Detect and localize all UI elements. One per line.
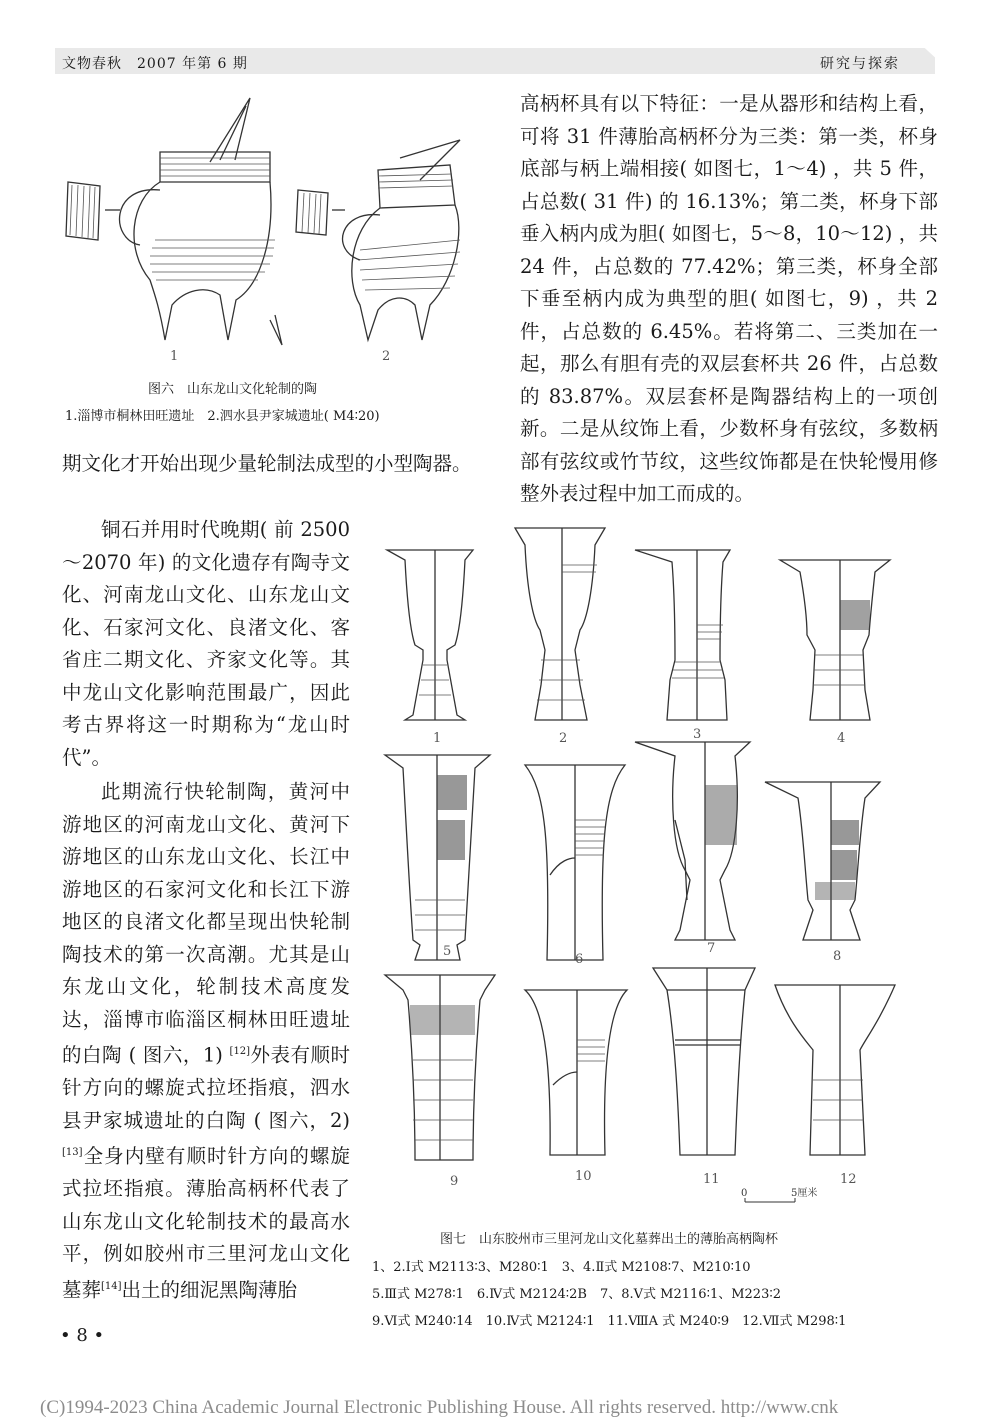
cup-1 [387, 550, 473, 720]
cup-5 [385, 755, 490, 960]
figure6-caption-title: 图六 山东龙山文化轮制的陶 [148, 382, 318, 397]
paragraph-longshan-age: 铜石并用时代晚期( 前 2500～2070 年) 的文化遗存有陶寺文化、河南龙山文化、山东龙山文化、石家河文化、良渚文化、客省庄二期文化、齐家文化等。其中龙山文化影响范围最广，因此考古界将这一时期称为“龙山时代”。 [62, 518, 350, 769]
text-segment: 出土的细泥黑陶薄胎 [121, 1278, 298, 1301]
figure7-label-5: 5 [443, 944, 452, 959]
figure7-label-7: 7 [707, 941, 716, 956]
figure6-label-2: 2 [382, 349, 391, 364]
text-segment: 此期流行快轮制陶，黄河中游地区的河南龙山文化、黄河下游地区的山东龙山文化、长江中游地区的石家河文化和长江下游地区的良渚文化都呈现出快轮制陶技术的第一次高潮。尤其是山东龙山文化，轮制技术高度发达，淄博市临淄区桐林田旺遗址的白陶 ( 图六，1) [62, 780, 350, 1067]
journal-title: 文物春秋 2007 年第 6 期 [62, 56, 248, 72]
right-column-text [520, 88, 938, 511]
figure7-caption-line3: 9.Ⅵ式 M240∶14 10.Ⅳ式 M2124∶1 11.ⅧA 式 M240∶9 12.Ⅶ式 M298∶1 [372, 1314, 847, 1329]
figure7-label-6: 6 [575, 952, 584, 967]
header-corner [916, 40, 940, 62]
cup-4 [780, 560, 890, 720]
paragraph-fast-wheel [62, 776, 350, 1307]
cup-8 [765, 782, 880, 940]
copyright-footer: (C)1994-2023 China Academic Journal Electronic Publishing House. All rights reserved. http://www.cnk [40, 1397, 839, 1418]
text-segment: 全身内壁有顺时针方向的螺旋式拉坯指痕。薄胎高柄杯代表了山东龙山文化轮制技术的最高水平，例如胶州市三里河龙山文化墓葬 [62, 1144, 350, 1301]
paragraph-continued: 期文化才开始出现少量轮制法成型的小型陶器。 [62, 452, 472, 475]
figure7-label-3: 3 [693, 727, 702, 742]
cup-9 [385, 975, 495, 1160]
figure7-label-9: 9 [450, 1174, 459, 1189]
cup-3 [635, 550, 730, 720]
figure7-label-11: 11 [703, 1172, 720, 1187]
figure7-label-2: 2 [559, 731, 568, 746]
figure6-illustration [60, 90, 480, 370]
figure7-label-4: 4 [837, 731, 846, 746]
cup-10 [525, 990, 627, 1155]
figure7-caption-line2: 5.Ⅲ式 M278∶1 6.Ⅳ式 M2124∶2B 7、8.Ⅴ式 M2116∶1、M223∶2 [372, 1287, 781, 1302]
cup-12 [775, 985, 895, 1155]
figure7-label-12: 12 [840, 1172, 857, 1187]
figure7-label-8: 8 [833, 949, 842, 964]
figure6-vessel-1 [66, 98, 282, 345]
cup-7 [635, 742, 750, 940]
scale-zero: 0 [741, 1188, 748, 1199]
page-number: • 8 • [60, 1325, 105, 1346]
reference-14[interactable]: [14] [101, 1280, 122, 1292]
left-column-continuation [62, 448, 475, 481]
cup-2 [515, 528, 605, 720]
figure7-illustration [375, 520, 940, 1210]
paragraph-stem-cup-features: 高柄杯具有以下特征：一是从器形和结构上看，可将 31 件薄胎高柄杯分为三类：第一类，杯身底部与柄上端相接( 如图七，1～4) ，共 5 件，占总数( 31 件) 的 16.13%；第二类，杯身下部垂入柄内成为胆( 如图七，5～8，10～12) ，共 24 件，占总数的 77.42%；第三类，杯身全部下垂至柄内成为典型的胆( 如图七，9) ，共 2 件，占总数的 6.45%。若将第二、三类加在一起，那么有胆有壳的双层套杯共 26 件，占总数的 83.87%。双层套杯是陶器结构上的一项创新。二是从纹饰上看，少数杯身有弦纹，多数柄部有弦纹或竹节纹，这些纹饰都是在快轮慢用修整外表过程中加工而成的。 [520, 92, 938, 505]
figure6-caption-items: 1.淄博市桐林田旺遗址 2.泗水县尹家城遗址( M4∶20) [65, 409, 380, 424]
scale-label: 5厘米 [791, 1188, 818, 1199]
figure6-vessel-2 [296, 140, 460, 340]
text-segment: 外表有顺时针方向的螺旋式拉坯指痕，泗水县尹家城遗址的白陶 ( 图六，2) [62, 1043, 350, 1132]
left-column-text [62, 514, 350, 1307]
figure7-caption-line1: 1、2.Ⅰ式 M2113∶3、M280∶1 3、4.Ⅱ式 M2108∶7、M210∶10 [372, 1260, 751, 1275]
section-title: 研究与探索 [820, 56, 900, 72]
figure7-label-10: 10 [575, 1169, 592, 1184]
figure7-caption-title: 图七 山东胶州市三里河龙山文化墓葬出土的薄胎高柄陶杯 [440, 1232, 779, 1247]
cup-11 [653, 968, 755, 1155]
cup-6 [525, 765, 625, 960]
figure6-label-1: 1 [170, 349, 179, 364]
scale-bar [741, 1186, 817, 1202]
figure7-label-1: 1 [433, 731, 442, 746]
reference-13[interactable]: [13] [62, 1147, 83, 1158]
reference-12[interactable]: [12] [229, 1046, 251, 1057]
